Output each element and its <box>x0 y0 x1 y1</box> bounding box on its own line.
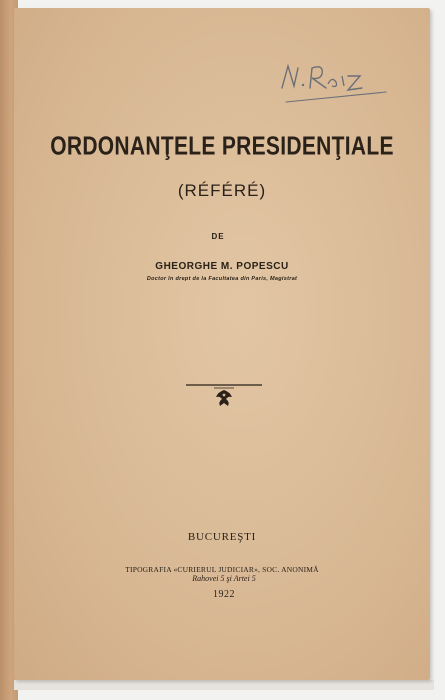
by-label: DE <box>211 232 225 241</box>
author-name: GHEORGHE M. POPESCU <box>155 261 289 272</box>
printer-name: TIPOGRAFIA «CURIERUL JUDICIAR», SOC. ANONIMĂ <box>125 565 319 574</box>
title-page <box>14 8 430 680</box>
publication-year: 1922 <box>213 589 235 600</box>
publication-city: BUCUREŞTI <box>187 531 257 543</box>
printer-address: Rahovei 5 şi Artei 5 <box>192 574 256 583</box>
page-edge <box>14 680 434 690</box>
book-subtitle: (RÉFÉRÉ) <box>177 181 267 200</box>
pencil-signature <box>276 58 396 118</box>
book-title: ORDONANŢELE PRESIDENŢIALE <box>50 132 394 161</box>
ornament-icon <box>184 380 264 410</box>
author-credentials: Doctor în drept de la Facultatea din Paris, Magistrat <box>146 276 298 282</box>
